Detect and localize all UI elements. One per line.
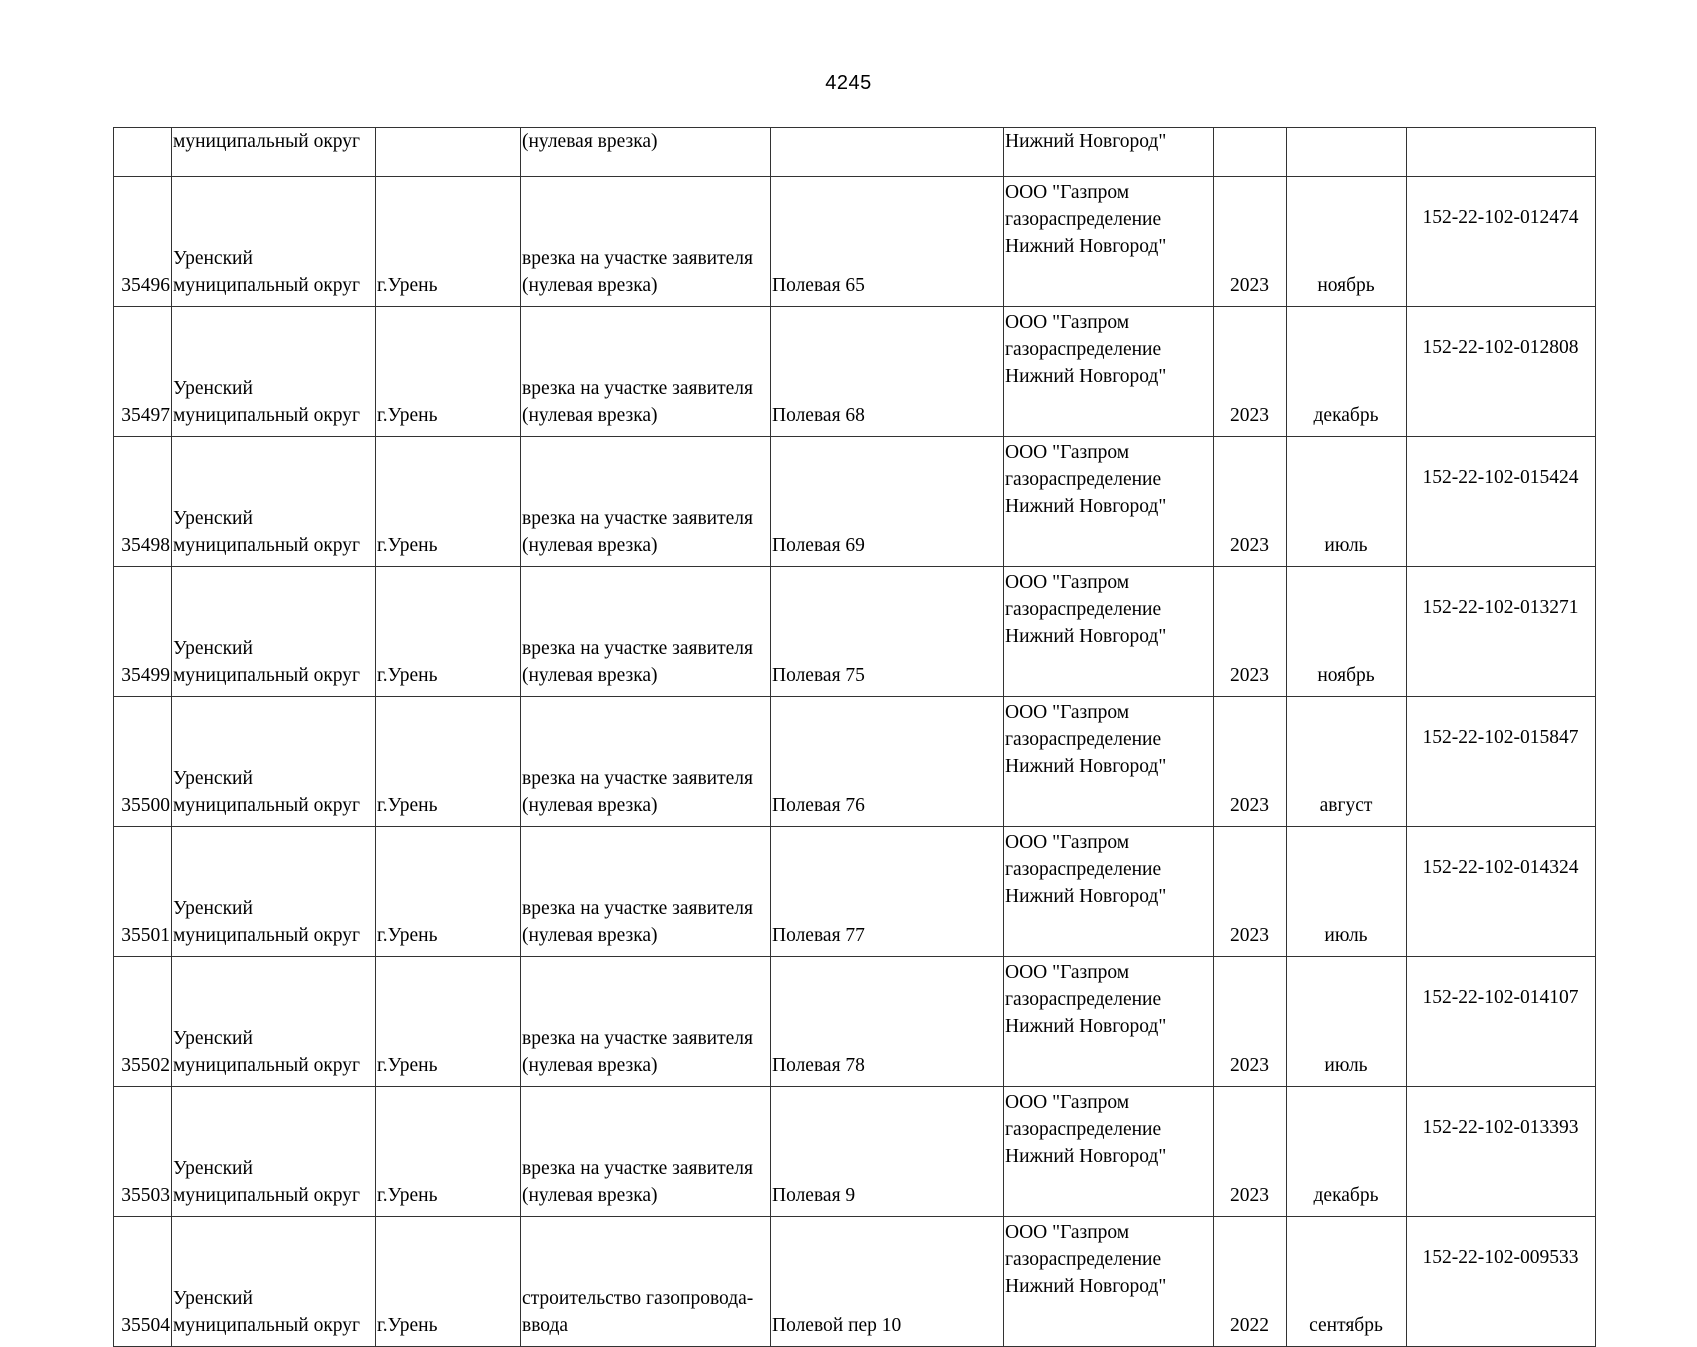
cell-code: 152-22-102-015847: [1407, 697, 1596, 827]
cell-organization: ООО "Газпром газораспределение Нижний Новгород": [1004, 957, 1214, 1087]
cell-address: Полевая 68: [771, 307, 1004, 437]
cell-address: Полевая 77: [771, 827, 1004, 957]
cell-number: 35503: [114, 1087, 172, 1217]
cell-number: 35497: [114, 307, 172, 437]
cell-district: Уренский муниципальный округ: [172, 437, 376, 567]
cell-locality: г.Урень: [376, 697, 521, 827]
cell-organization: ООО "Газпром газораспределение Нижний Новгород": [1004, 567, 1214, 697]
cell-work-type: врезка на участке заявителя (нулевая врезка): [521, 1087, 771, 1217]
cell-district: Уренский муниципальный округ: [172, 1087, 376, 1217]
cell-year: 2023: [1214, 1087, 1287, 1217]
table-row: [114, 307, 1596, 437]
cell-year: 2023: [1214, 437, 1287, 567]
cell-locality: г.Урень: [376, 827, 521, 957]
cell-work-type: врезка на участке заявителя (нулевая врезка): [521, 307, 771, 437]
cell-year: 2023: [1214, 567, 1287, 697]
cell-code: 152-22-102-015424: [1407, 437, 1596, 567]
cell-work-type: врезка на участке заявителя (нулевая врезка): [521, 827, 771, 957]
table-row: [114, 827, 1596, 957]
table-body: [114, 177, 1596, 1347]
cell-address: Полевая 75: [771, 567, 1004, 697]
cell-code: [1407, 128, 1596, 177]
cell-code: 152-22-102-013271: [1407, 567, 1596, 697]
cell-address: [771, 128, 1004, 177]
cell-district: Уренский муниципальный округ: [172, 957, 376, 1087]
cell-locality: г.Урень: [376, 1087, 521, 1217]
cell-number: 35502: [114, 957, 172, 1087]
cell-locality: г.Урень: [376, 307, 521, 437]
cell-code: 152-22-102-012474: [1407, 177, 1596, 307]
cell-organization: ООО "Газпром газораспределение Нижний Новгород": [1004, 307, 1214, 437]
cell-work-type: врезка на участке заявителя (нулевая врезка): [521, 567, 771, 697]
cell-year: 2023: [1214, 177, 1287, 307]
cell-code: 152-22-102-014107: [1407, 957, 1596, 1087]
cell-month: июль: [1287, 437, 1407, 567]
cell-organization: ООО "Газпром газораспределение Нижний Новгород": [1004, 1087, 1214, 1217]
cell-number: 35500: [114, 697, 172, 827]
cell-month: ноябрь: [1287, 177, 1407, 307]
cell-organization: ООО "Газпром газораспределение Нижний Новгород": [1004, 827, 1214, 957]
cell-code: 152-22-102-013393: [1407, 1087, 1596, 1217]
cell-code: 152-22-102-009533: [1407, 1217, 1596, 1347]
cell-organization: ООО "Газпром газораспределение Нижний Новгород": [1004, 1217, 1214, 1347]
cell-month: июль: [1287, 957, 1407, 1087]
cell-number: 35499: [114, 567, 172, 697]
cell-month: август: [1287, 697, 1407, 827]
cell-district: Уренский муниципальный округ: [172, 1217, 376, 1347]
cell-number: 35498: [114, 437, 172, 567]
cell-month: [1287, 128, 1407, 177]
cell-work-type: врезка на участке заявителя (нулевая врезка): [521, 437, 771, 567]
cell-work-type: врезка на участке заявителя (нулевая врезка): [521, 957, 771, 1087]
cell-number: 35504: [114, 1217, 172, 1347]
cell-work-type: врезка на участке заявителя (нулевая врезка): [521, 177, 771, 307]
cell-month: декабрь: [1287, 1087, 1407, 1217]
cell-year: 2023: [1214, 697, 1287, 827]
cell-locality: г.Урень: [376, 567, 521, 697]
cell-address: Полевая 65: [771, 177, 1004, 307]
gas-connection-table: [113, 127, 1596, 1347]
table-row: [114, 1217, 1596, 1347]
cell-organization: ООО "Газпром газораспределение Нижний Новгород": [1004, 437, 1214, 567]
page-number: 4245: [825, 72, 872, 94]
table-row: [114, 957, 1596, 1087]
cell-district: Уренский муниципальный округ: [172, 567, 376, 697]
cell-work-type: строительство газопровода- ввода: [521, 1217, 771, 1347]
cell-organization: ООО "Газпром газораспределение Нижний Новгород": [1004, 177, 1214, 307]
cell-work-type: (нулевая врезка): [521, 128, 771, 177]
table-row-continuation: [114, 128, 1596, 177]
cell-month: декабрь: [1287, 307, 1407, 437]
cell-organization: Нижний Новгород": [1004, 128, 1214, 177]
cell-district: Уренский муниципальный округ: [172, 697, 376, 827]
cell-locality: г.Урень: [376, 1217, 521, 1347]
cell-month: ноябрь: [1287, 567, 1407, 697]
table-row: [114, 177, 1596, 307]
cell-code: 152-22-102-012808: [1407, 307, 1596, 437]
cell-year: 2023: [1214, 827, 1287, 957]
cell-month: июль: [1287, 827, 1407, 957]
cell-locality: [376, 128, 521, 177]
cell-address: Полевая 69: [771, 437, 1004, 567]
cell-locality: г.Урень: [376, 437, 521, 567]
cell-work-type: врезка на участке заявителя (нулевая врезка): [521, 697, 771, 827]
table-row: [114, 697, 1596, 827]
table-row: [114, 1087, 1596, 1217]
cell-code: 152-22-102-014324: [1407, 827, 1596, 957]
cell-district: Уренский муниципальный округ: [172, 307, 376, 437]
cell-year: 2022: [1214, 1217, 1287, 1347]
table-row: [114, 567, 1596, 697]
cell-number: [114, 128, 172, 177]
cell-year: [1214, 128, 1287, 177]
cell-month: сентябрь: [1287, 1217, 1407, 1347]
cell-year: 2023: [1214, 957, 1287, 1087]
cell-district: муниципальный округ: [172, 128, 376, 177]
cell-year: 2023: [1214, 307, 1287, 437]
cell-locality: г.Урень: [376, 957, 521, 1087]
cell-number: 35496: [114, 177, 172, 307]
cell-number: 35501: [114, 827, 172, 957]
cell-address: Полевая 9: [771, 1087, 1004, 1217]
cell-district: Уренский муниципальный округ: [172, 177, 376, 307]
cell-locality: г.Урень: [376, 177, 521, 307]
cell-address: Полевой пер 10: [771, 1217, 1004, 1347]
table-row: [114, 437, 1596, 567]
cell-address: Полевая 78: [771, 957, 1004, 1087]
cell-district: Уренский муниципальный округ: [172, 827, 376, 957]
cell-address: Полевая 76: [771, 697, 1004, 827]
cell-organization: ООО "Газпром газораспределение Нижний Новгород": [1004, 697, 1214, 827]
